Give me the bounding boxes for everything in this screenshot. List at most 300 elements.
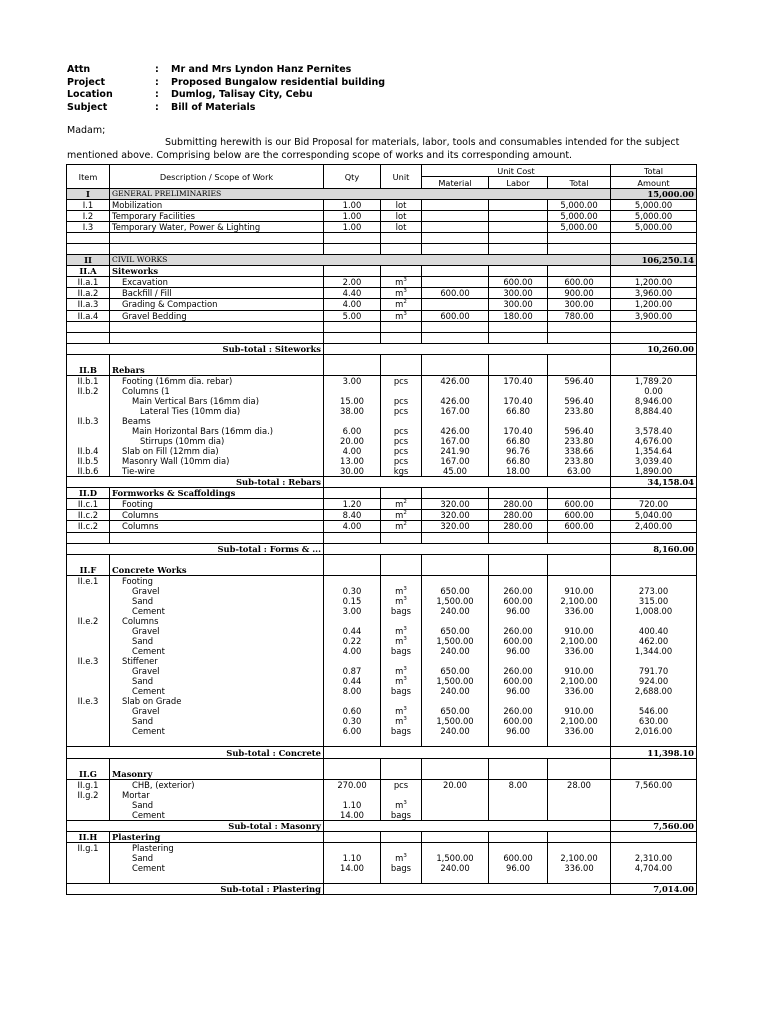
amount-cell: 1,354.64 [611, 446, 697, 456]
material-cost-cell [422, 554, 489, 565]
amount-cell: 3,960.00 [611, 288, 697, 299]
unit-cell [381, 222, 422, 233]
qty-cell [324, 532, 381, 543]
qty-cell [324, 758, 381, 769]
description-cell: Footing [110, 499, 324, 510]
material-cost-cell: 1,500.00 [422, 716, 489, 726]
labor-cost-cell: 96.00 [489, 646, 548, 656]
unit-total-cell [548, 416, 611, 426]
material-cost-cell [422, 211, 489, 222]
letter-header [67, 64, 385, 114]
description-cell [110, 532, 324, 543]
description-cell: Footing (16mm dia. rebar) [110, 375, 324, 386]
subtotal-spacer [324, 477, 611, 488]
unit-text: pcs [393, 395, 409, 406]
description-cell [110, 736, 324, 747]
description-cell: Gravel Bedding [110, 310, 324, 321]
unit-cell [381, 426, 422, 436]
project-row [67, 77, 385, 90]
qty-cell [324, 354, 381, 365]
col-labor-header: Labor [489, 177, 548, 189]
subsection-row [67, 565, 697, 576]
item-cell [67, 758, 110, 769]
unit-text: m [395, 716, 404, 727]
description-cell: Footing [110, 575, 324, 586]
subsection-row [67, 831, 697, 842]
amount-cell: 3,039.40 [611, 456, 697, 466]
table-row [67, 288, 697, 299]
labor-cost-cell [489, 769, 548, 780]
qty-cell: 14.00 [324, 810, 381, 821]
unit-cell [381, 758, 422, 769]
labor-cost-cell [489, 873, 548, 884]
qty-cell: 6.00 [324, 426, 381, 436]
unit-cell [381, 277, 422, 288]
qty-cell [324, 554, 381, 565]
description-cell: Sand [110, 596, 324, 606]
item-cell: II [67, 255, 110, 266]
labor-cost-cell: 96.00 [489, 863, 548, 873]
material-cost-cell: 20.00 [422, 779, 489, 790]
item-cell: II.c.2 [67, 510, 110, 521]
section-title: CIVIL WORKS [110, 255, 611, 266]
unit-total-cell: 910.00 [548, 666, 611, 676]
qty-cell [324, 233, 381, 244]
labor-cost-cell: 180.00 [489, 310, 548, 321]
table-row [67, 456, 697, 466]
unit-total-cell: 2,100.00 [548, 853, 611, 863]
unit-total-cell [548, 386, 611, 396]
unit-exponent: 2 [403, 510, 407, 517]
qty-cell: 15.00 [324, 396, 381, 406]
material-cost-cell: 426.00 [422, 375, 489, 386]
qty-cell: 270.00 [324, 779, 381, 790]
unit-cell [381, 596, 422, 606]
qty-cell [324, 656, 381, 666]
labor-cost-cell [489, 532, 548, 543]
qty-cell [324, 769, 381, 780]
amount-cell: 2,400.00 [611, 521, 697, 532]
description-cell: Beams [110, 416, 324, 426]
qty-cell: 0.30 [324, 716, 381, 726]
item-cell [67, 354, 110, 365]
unit-total-cell: 2,100.00 [548, 596, 611, 606]
unit-text: lot [395, 222, 407, 233]
item-cell: II.a.4 [67, 310, 110, 321]
description-cell [110, 354, 324, 365]
labor-cost-cell: 66.80 [489, 436, 548, 446]
labor-cost-cell [489, 656, 548, 666]
description-cell: Lateral Ties (10mm dia) [110, 406, 324, 416]
attn-label: Attn [67, 64, 91, 75]
description-cell: Cement [110, 863, 324, 873]
description-cell: Plastering [110, 831, 324, 842]
qty-cell [324, 616, 381, 626]
unit-cell [381, 575, 422, 586]
unit-cell [381, 499, 422, 510]
amount-cell: 8,946.00 [611, 396, 697, 406]
item-cell: I.3 [67, 222, 110, 233]
amount-cell: 1,789.20 [611, 375, 697, 386]
qty-cell: 0.60 [324, 706, 381, 716]
labor-cost-cell [489, 831, 548, 842]
table-row [67, 863, 697, 873]
description-cell: Cement [110, 726, 324, 736]
description-cell: Cement [110, 810, 324, 821]
item-cell: II.a.2 [67, 288, 110, 299]
amount-cell: 315.00 [611, 596, 697, 606]
labor-cost-cell [489, 616, 548, 626]
subsection-row [67, 266, 697, 277]
qty-cell [324, 266, 381, 277]
table-row [67, 800, 697, 810]
labor-cost-cell: 170.40 [489, 426, 548, 436]
amount-cell [611, 769, 697, 780]
description-cell: Formworks & Scaffoldings [110, 488, 324, 499]
unit-cell [381, 696, 422, 706]
unit-text: m [395, 510, 404, 521]
subtotal-spacer [324, 343, 611, 354]
table-row [67, 554, 697, 565]
location-value: Dumlog, Talisay City, Cebu [171, 89, 313, 100]
unit-text: bags [390, 646, 412, 657]
amount-cell: 462.00 [611, 636, 697, 646]
qty-cell: 1.00 [324, 200, 381, 211]
unit-total-cell: 233.80 [548, 436, 611, 446]
labor-cost-cell [489, 365, 548, 376]
material-cost-cell: 240.00 [422, 726, 489, 736]
material-cost-cell: 241.90 [422, 446, 489, 456]
item-cell [67, 686, 110, 696]
description-cell: Columns [110, 510, 324, 521]
table-row [67, 853, 697, 863]
qty-cell [324, 790, 381, 800]
col-qty-header: Qty [324, 165, 381, 189]
unit-text: m [395, 799, 404, 810]
table-row [67, 626, 697, 636]
unit-total-cell [548, 736, 611, 747]
labor-cost-cell: 280.00 [489, 499, 548, 510]
item-cell: I.1 [67, 200, 110, 211]
unit-total-cell: 910.00 [548, 626, 611, 636]
unit-total-cell: 336.00 [548, 726, 611, 736]
section-row [67, 255, 697, 266]
amount-cell: 791.70 [611, 666, 697, 676]
amount-cell: 720.00 [611, 499, 697, 510]
material-cost-cell [422, 386, 489, 396]
labor-cost-cell [489, 736, 548, 747]
unit-cell [381, 266, 422, 277]
labor-cost-cell [489, 696, 548, 706]
unit-cell [381, 354, 422, 365]
unit-cell [381, 616, 422, 626]
table-row [67, 666, 697, 676]
amount-cell: 546.00 [611, 706, 697, 716]
unit-text: pcs [393, 446, 409, 457]
amount-cell [611, 736, 697, 747]
qty-cell [324, 873, 381, 884]
subtotal-row [67, 884, 697, 895]
item-cell: II.D [67, 488, 110, 499]
unit-total-cell [548, 488, 611, 499]
item-cell [67, 716, 110, 726]
qty-cell [324, 416, 381, 426]
col-total-cost-header: Total [548, 177, 611, 189]
labor-cost-cell: 96.76 [489, 446, 548, 456]
material-cost-cell: 240.00 [422, 646, 489, 656]
qty-cell [324, 575, 381, 586]
table-row [67, 736, 697, 747]
unit-cell [381, 716, 422, 726]
labor-cost-cell [489, 211, 548, 222]
qty-cell: 38.00 [324, 406, 381, 416]
table-row [67, 375, 697, 386]
subtotal-label: Sub-total : Rebars [67, 477, 324, 488]
unit-total-cell: 5,000.00 [548, 222, 611, 233]
amount-cell [611, 354, 697, 365]
unit-total-cell: 336.00 [548, 686, 611, 696]
amount-cell: 3,578.40 [611, 426, 697, 436]
unit-exponent: 3 [403, 310, 407, 317]
description-cell: Gravel [110, 626, 324, 636]
table-row [67, 332, 697, 343]
unit-cell [381, 800, 422, 810]
material-cost-cell [422, 299, 489, 310]
qty-cell: 4.00 [324, 446, 381, 456]
item-cell: II.b.4 [67, 446, 110, 456]
labor-cost-cell: 600.00 [489, 716, 548, 726]
item-cell: II.F [67, 565, 110, 576]
description-cell: Concrete Works [110, 565, 324, 576]
table-row [67, 436, 697, 446]
description-cell: Cement [110, 606, 324, 616]
unit-total-cell [548, 790, 611, 800]
table-row [67, 222, 697, 233]
unit-cell [381, 676, 422, 686]
material-cost-cell [422, 332, 489, 343]
amount-cell: 1,200.00 [611, 277, 697, 288]
labor-cost-cell [489, 800, 548, 810]
col-unit-header: Unit [381, 165, 422, 189]
unit-text: pcs [393, 779, 409, 790]
item-cell [67, 853, 110, 863]
unit-total-cell [548, 354, 611, 365]
item-cell [67, 406, 110, 416]
unit-exponent: 3 [403, 799, 407, 806]
unit-text: bags [390, 605, 412, 616]
material-cost-cell [422, 696, 489, 706]
item-cell: II.c.1 [67, 499, 110, 510]
amount-cell: 400.40 [611, 626, 697, 636]
unit-cell [381, 466, 422, 477]
unit-cell [381, 873, 422, 884]
qty-cell: 0.44 [324, 626, 381, 636]
table-row [67, 586, 697, 596]
material-cost-cell [422, 488, 489, 499]
table-row [67, 696, 697, 706]
description-cell: Rebars [110, 365, 324, 376]
unit-total-cell [548, 365, 611, 376]
description-cell: Excavation [110, 277, 324, 288]
section-row [67, 189, 697, 200]
unit-total-cell: 2,100.00 [548, 676, 611, 686]
item-cell [67, 554, 110, 565]
unit-text: pcs [393, 456, 409, 467]
unit-cell [381, 396, 422, 406]
table-row [67, 758, 697, 769]
material-cost-cell: 650.00 [422, 666, 489, 676]
unit-total-cell: 63.00 [548, 466, 611, 477]
description-cell [110, 873, 324, 884]
intro-paragraph [67, 137, 707, 162]
unit-total-cell [548, 565, 611, 576]
table-row [67, 575, 697, 586]
description-cell: Siteworks [110, 266, 324, 277]
qty-cell [324, 321, 381, 332]
amount-cell: 924.00 [611, 676, 697, 686]
unit-total-cell: 2,100.00 [548, 636, 611, 646]
location-row [67, 89, 385, 102]
qty-cell: 8.00 [324, 686, 381, 696]
material-cost-cell [422, 769, 489, 780]
amount-cell: 106,250.14 [611, 255, 697, 266]
item-cell: II.g.2 [67, 790, 110, 800]
unit-cell [381, 488, 422, 499]
material-cost-cell: 650.00 [422, 586, 489, 596]
amount-cell: 2,688.00 [611, 686, 697, 696]
material-cost-cell: 45.00 [422, 466, 489, 477]
unit-cell [381, 706, 422, 716]
unit-total-cell [548, 696, 611, 706]
item-cell [67, 426, 110, 436]
salutation: Madam; [67, 125, 106, 136]
section-title: GENERAL PRELIMINARIES [110, 189, 611, 200]
amount-cell [611, 831, 697, 842]
unit-exponent: 2 [403, 521, 407, 528]
description-cell: Cement [110, 646, 324, 656]
description-cell [110, 554, 324, 565]
amount-cell [611, 616, 697, 626]
item-cell: II.e.2 [67, 616, 110, 626]
amount-cell: 7,560.00 [611, 820, 697, 831]
amount-cell: 34,158.04 [611, 477, 697, 488]
amount-cell: 8,160.00 [611, 543, 697, 554]
labor-cost-cell: 66.80 [489, 406, 548, 416]
unit-cell [381, 233, 422, 244]
material-cost-cell [422, 575, 489, 586]
amount-cell [611, 488, 697, 499]
qty-cell: 13.00 [324, 456, 381, 466]
labor-cost-cell [489, 332, 548, 343]
amount-cell [611, 790, 697, 800]
unit-total-cell [548, 321, 611, 332]
unit-total-cell [548, 554, 611, 565]
item-cell: II.G [67, 769, 110, 780]
amount-cell: 11,398.10 [611, 747, 697, 758]
labor-cost-cell: 280.00 [489, 510, 548, 521]
amount-cell: 5,040.00 [611, 510, 697, 521]
unit-cell [381, 586, 422, 596]
table-row [67, 406, 697, 416]
table-row [67, 510, 697, 521]
amount-cell [611, 416, 697, 426]
amount-cell [611, 758, 697, 769]
unit-total-cell: 600.00 [548, 277, 611, 288]
project-label: Project [67, 76, 106, 88]
unit-exponent: 3 [403, 706, 407, 713]
item-cell: II.c.2 [67, 521, 110, 532]
subject-row [67, 102, 385, 115]
unit-text: m [395, 852, 404, 863]
subject-value: Bill of Materials [171, 101, 256, 113]
unit-total-cell: 336.00 [548, 863, 611, 873]
unit-cell [381, 456, 422, 466]
table-header [67, 165, 697, 189]
description-cell: Mobilization [110, 200, 324, 211]
table-row [67, 726, 697, 736]
item-cell [67, 726, 110, 736]
item-cell: II.b.3 [67, 416, 110, 426]
subtotal-row [67, 543, 697, 554]
unit-cell [381, 375, 422, 386]
unit-cell [381, 510, 422, 521]
unit-cell [381, 211, 422, 222]
unit-text: pcs [393, 426, 409, 437]
material-cost-cell [422, 758, 489, 769]
unit-total-cell: 600.00 [548, 510, 611, 521]
table-row [67, 299, 697, 310]
table-row [67, 466, 697, 477]
unit-text: m [395, 299, 404, 310]
unit-cell [381, 436, 422, 446]
subtotal-label: Sub-total : Siteworks [67, 343, 324, 354]
amount-cell [611, 842, 697, 853]
labor-cost-cell [489, 810, 548, 821]
material-cost-cell [422, 842, 489, 853]
unit-text: m [395, 676, 404, 687]
unit-total-cell [548, 532, 611, 543]
labor-cost-cell: 260.00 [489, 666, 548, 676]
item-cell: II.b.2 [67, 386, 110, 396]
unit-text: m [395, 499, 404, 510]
labor-cost-cell [489, 758, 548, 769]
subtotal-row [67, 820, 697, 831]
unit-cell [381, 626, 422, 636]
material-cost-cell: 240.00 [422, 863, 489, 873]
unit-total-cell: 233.80 [548, 456, 611, 466]
unit-text: lot [395, 211, 407, 222]
description-cell: Masonry [110, 769, 324, 780]
amount-cell [611, 575, 697, 586]
labor-cost-cell: 96.00 [489, 686, 548, 696]
labor-cost-cell: 96.00 [489, 726, 548, 736]
amount-cell [611, 873, 697, 884]
item-cell: II.B [67, 365, 110, 376]
material-cost-cell [422, 200, 489, 211]
unit-total-cell: 300.00 [548, 299, 611, 310]
qty-cell: 4.40 [324, 288, 381, 299]
description-cell: Gravel [110, 666, 324, 676]
material-cost-cell: 167.00 [422, 406, 489, 416]
table-row [67, 244, 697, 255]
material-cost-cell: 426.00 [422, 426, 489, 436]
material-cost-cell: 1,500.00 [422, 676, 489, 686]
unit-total-cell [548, 233, 611, 244]
unit-text: kgs [393, 466, 409, 477]
subsection-row [67, 488, 697, 499]
unit-exponent: 3 [403, 666, 407, 673]
labor-cost-cell: 96.00 [489, 606, 548, 616]
